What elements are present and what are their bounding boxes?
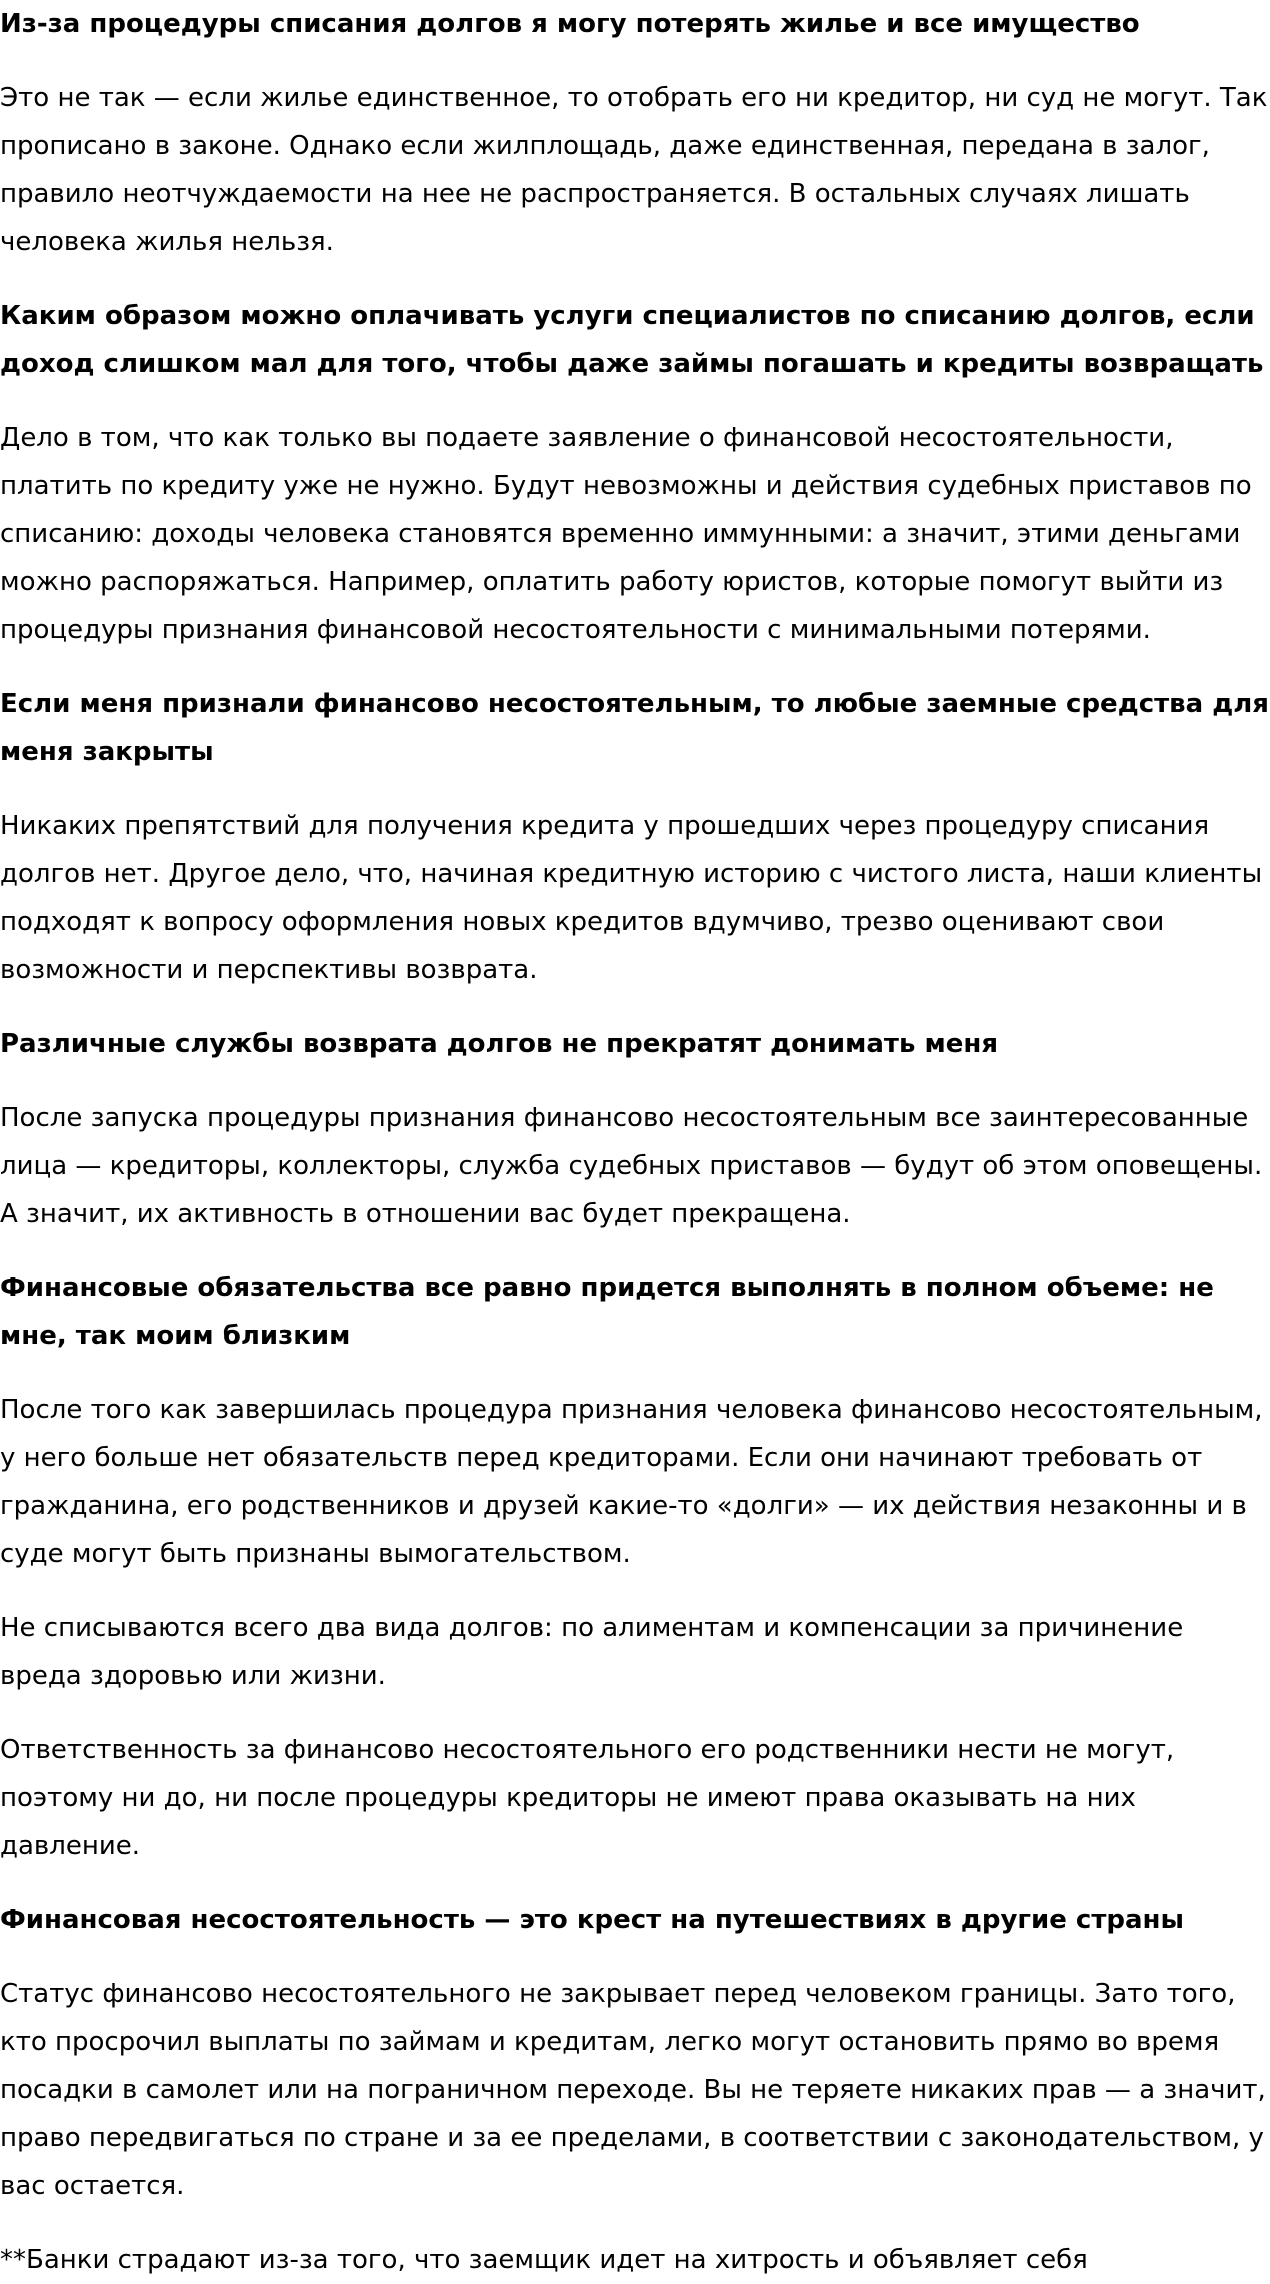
article-paragraph: Это не так — если жилье единственное, то отобрать его ни кредитор, ни суд не могут. Так прописано в законе. Однако если жилплощадь, даже единственная, передана в залог, правило неотчуждаемости на нее не распространяется. В остальных случаях лишать человека жилья нельзя. [0,83,1268,257]
article-paragraph: После того как завершилась процедура признания человека финансово несостоятельным, у него больше нет обязательств перед кредиторами. Если они начинают требовать от гражданина, его родственников и друзей какие-то «долги» — их действия незаконны и в суде могут быть признаны вымогательством. [0,1395,1263,1569]
article-heading: Если меня признали финансово несостоятельным, то любые заемные средства для меня закрыты [0,689,1269,767]
article-paragraph: Не списываются всего два вида долгов: по алиментам и компенсации за причинение вреда здоровью или жизни. [0,1613,1184,1691]
article-paragraph: **Банки страдают из-за того, что заемщик идет на хитрость и объявляет себя [0,2245,1088,2275]
article-heading: Каким образом можно оплачивать услуги специалистов по списанию долгов, если доход слишком мал для того, чтобы даже займы погашать и кредиты возвращать [0,301,1264,379]
article-paragraph: Дело в том, что как только вы подаете заявление о финансовой несостоятельности, платить по кредиту уже не нужно. Будут невозможны и действия судебных приставов по списанию: доходы человека становятся временно иммунными: а значит, этими деньгами можно распоряжаться. Например, оплатить работу юристов, которые помогут выйти из процедуры признания финансовой несостоятельности с минимальными потерями. [0,423,1252,645]
article-paragraph: После запуска процедуры признания финансово несостоятельным все заинтересованные лица — кредиторы, коллекторы, служба судебных приставов — будут об этом оповещены. А значит, их активность в отношении вас будет прекращена. [0,1103,1263,1229]
article-paragraph: Никаких препятствий для получения кредита у прошедших через процедуру списания долгов нет. Другое дело, что, начиная кредитную историю с чистого листа, наши клиенты подходят к вопросу оформления новых кредитов вдумчиво, трезво оценивают свои возможности и перспективы возврата. [0,811,1263,985]
article-heading: Из-за процедуры списания долгов я могу потерять жилье и все имущество [0,9,1140,39]
article-heading: Финансовая несостоятельность — это крест на путешествиях в другие страны [0,1905,1185,1935]
article-paragraph: Статус финансово несостоятельного не закрывает перед человеком границы. Зато того, кто просрочил выплаты по займам и кредитам, легко могут остановить прямо во время посадки в самолет или на пограничном переходе. Вы не теряете никаких прав — а значит, право передвигаться по стране и за ее пределами, в соответствии с законодательством, у вас остается. [0,1979,1266,2201]
article-heading: Финансовые обязательства все равно придется выполнять в полном объеме: не мне, так моим близким [0,1273,1214,1351]
article-paragraph: Ответственность за финансово несостоятельного его родственники нести не могут, поэтому ни до, ни после процедуры кредиторы не имеют права оказывать на них давление. [0,1735,1175,1861]
article-heading: Различные службы возврата долгов не прекратят донимать меня [0,1029,999,1059]
